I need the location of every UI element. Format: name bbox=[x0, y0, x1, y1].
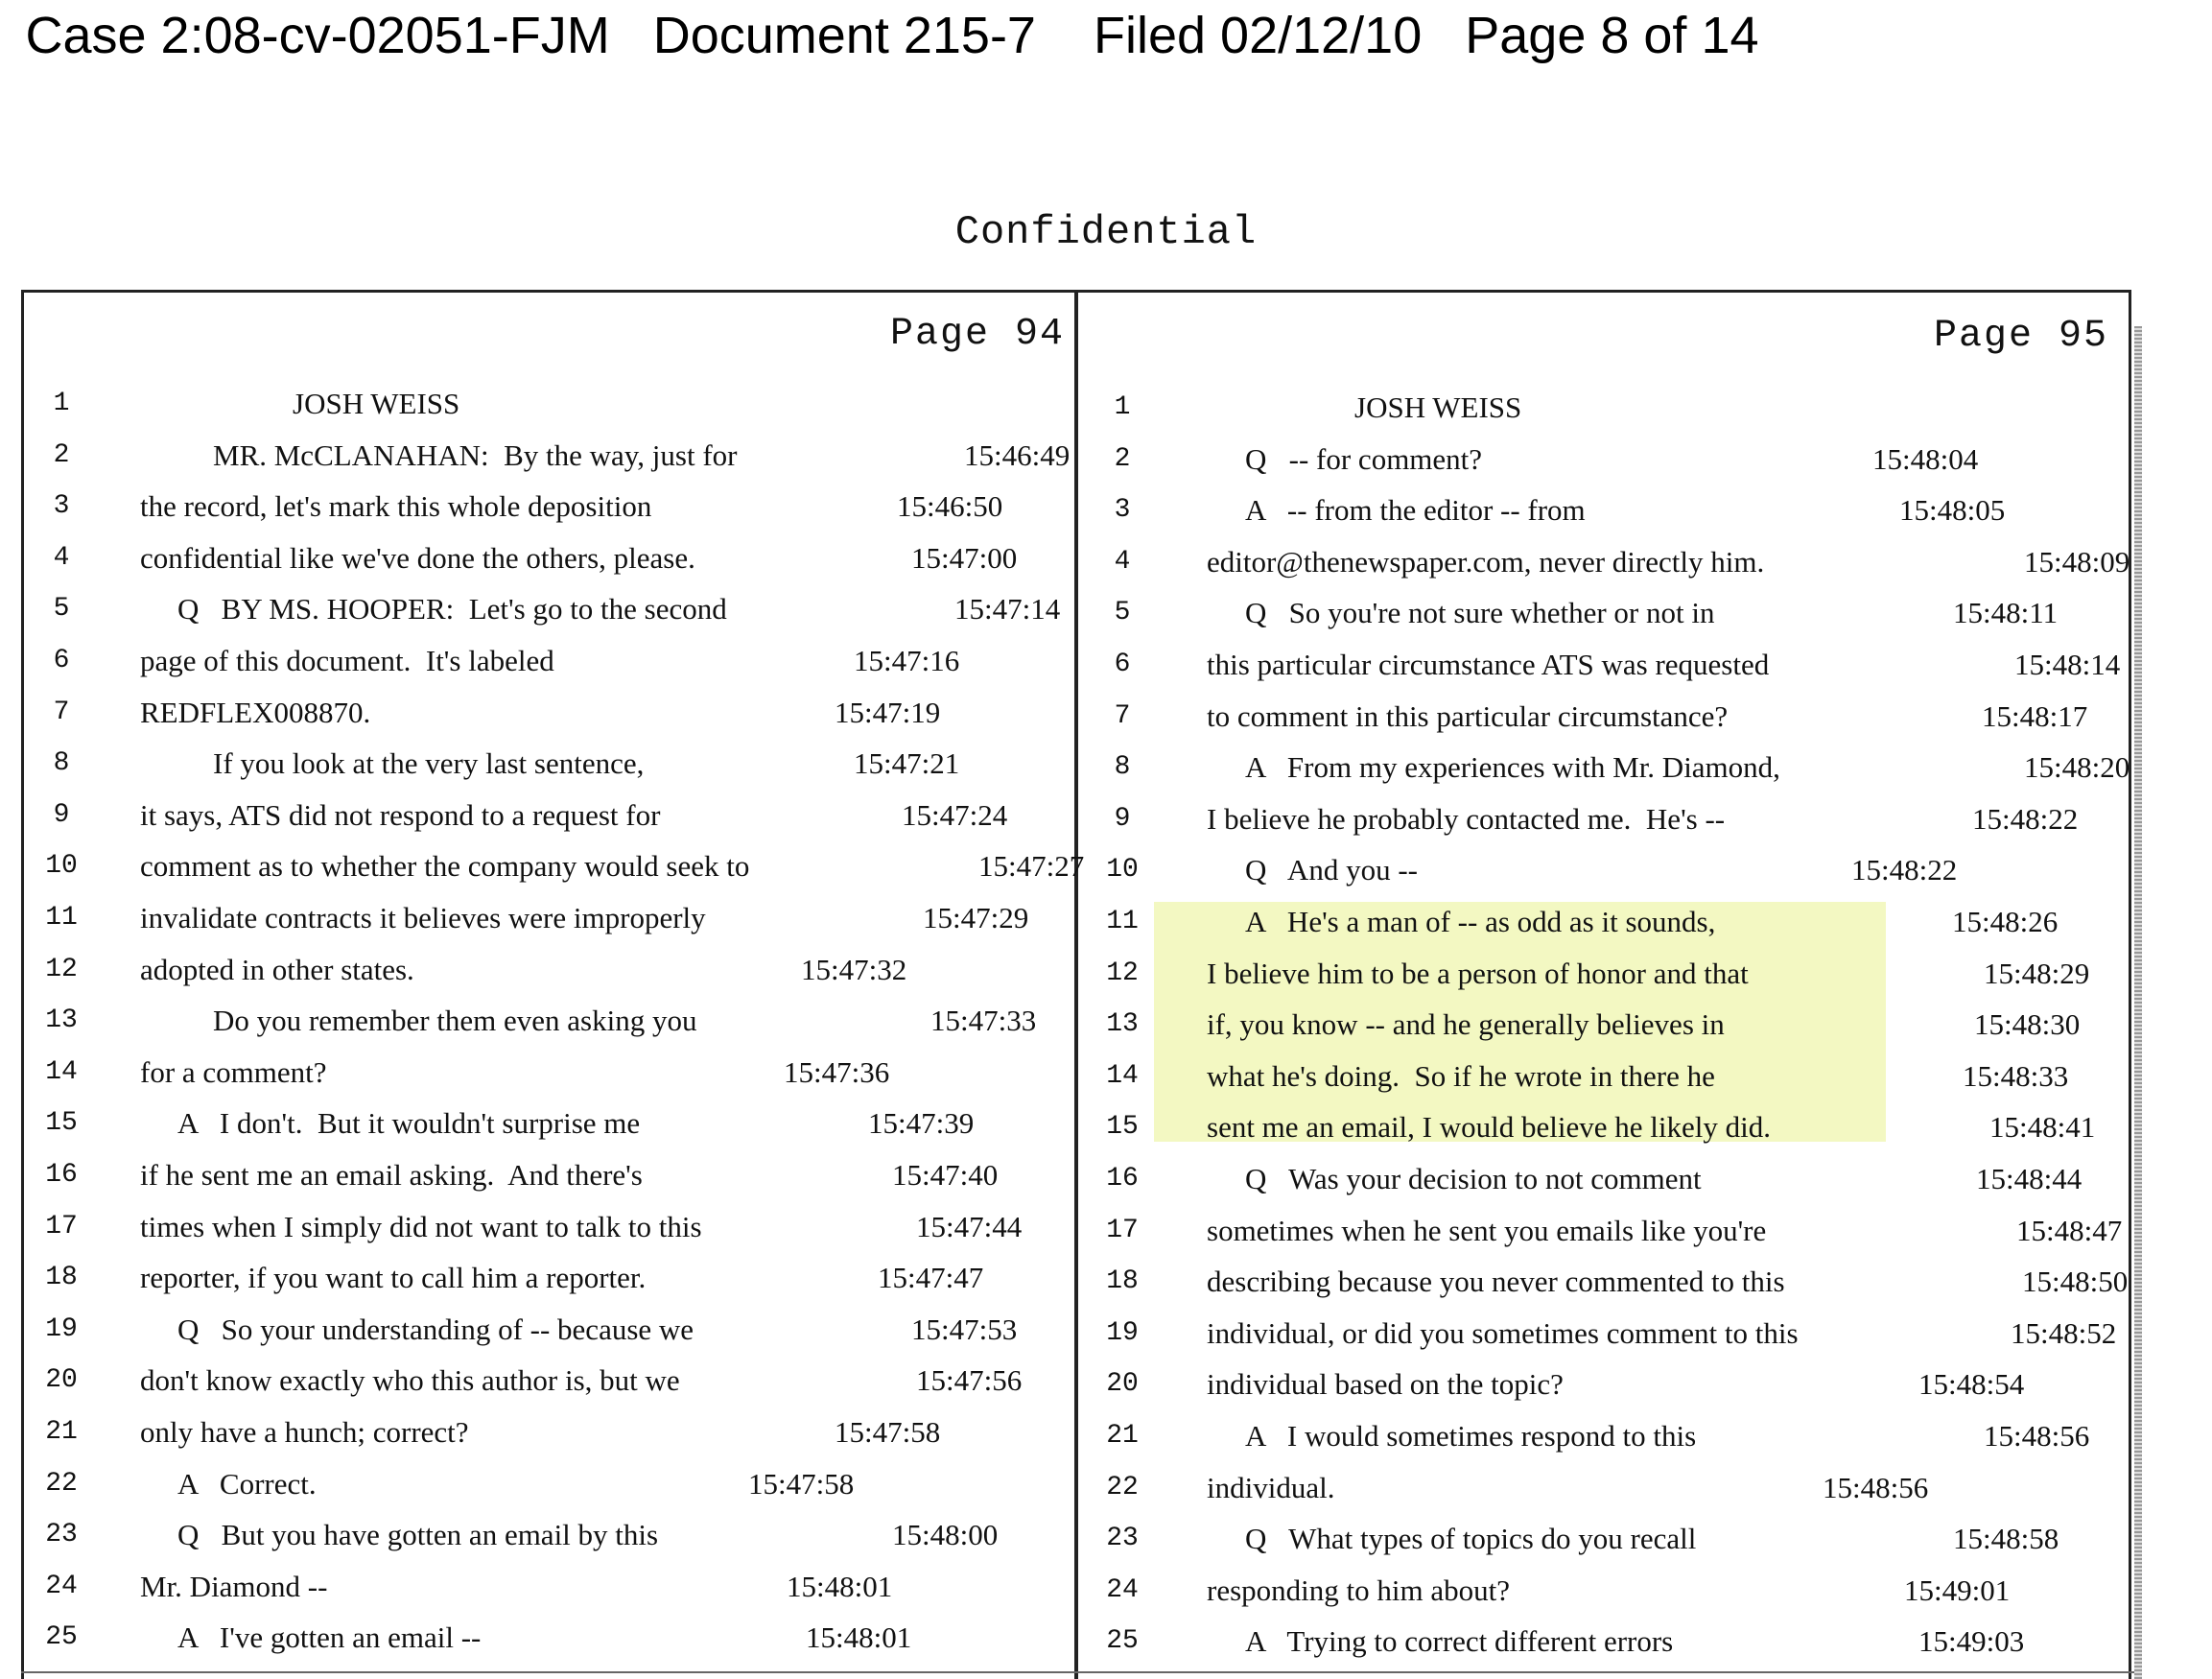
line-number: 6 bbox=[1114, 650, 1131, 679]
bottom-rule bbox=[21, 1671, 2134, 1673]
timestamp: 15:48:05 bbox=[1899, 493, 2006, 528]
timestamp: 15:47:27 bbox=[978, 849, 1085, 884]
filed-date: Filed 02/12/10 bbox=[1093, 7, 1423, 64]
line-number: 22 bbox=[45, 1468, 78, 1499]
timestamp: 15:48:17 bbox=[1982, 698, 2088, 733]
timestamp: 15:48:01 bbox=[787, 1569, 893, 1603]
line-number: 9 bbox=[1114, 803, 1131, 834]
line-text: A Trying to correct different errors bbox=[1245, 1624, 1674, 1659]
line-number: 21 bbox=[1106, 1421, 1139, 1451]
line-number: 13 bbox=[45, 1005, 78, 1036]
line-number: 10 bbox=[1106, 855, 1139, 886]
timestamp: 15:48:20 bbox=[2024, 750, 2130, 785]
timestamp: 15:48:54 bbox=[1918, 1367, 2025, 1402]
line-text: Q And you -- bbox=[1245, 853, 1418, 887]
line-number: 11 bbox=[45, 903, 78, 933]
timestamp: 15:47:58 bbox=[748, 1466, 855, 1501]
timestamp: 15:47:53 bbox=[911, 1312, 1018, 1346]
line-text: responding to him about? bbox=[1207, 1573, 1510, 1607]
line-text: I believe him to be a person of honor and that bbox=[1207, 956, 1749, 990]
line-text: reporter, if you want to call him a reporter. bbox=[140, 1261, 647, 1295]
line-text: to comment in this particular circumstance? bbox=[1207, 698, 1729, 733]
line-number: 14 bbox=[1106, 1060, 1139, 1091]
line-text: A I've gotten an email -- bbox=[177, 1620, 482, 1655]
line-number: 5 bbox=[1114, 598, 1131, 628]
timestamp: 15:46:50 bbox=[897, 489, 1003, 524]
timestamp: 15:48:33 bbox=[1963, 1058, 2069, 1093]
line-number: 1 bbox=[1114, 392, 1131, 422]
line-text: adopted in other states. bbox=[140, 952, 414, 986]
timestamp: 15:48:09 bbox=[2024, 544, 2130, 579]
line-number: 22 bbox=[1106, 1472, 1139, 1502]
line-text: times when I simply did not want to talk to this bbox=[140, 1209, 702, 1243]
line-text: confidential like we've done the others, please. bbox=[140, 540, 695, 575]
timestamp: 15:47:36 bbox=[784, 1054, 890, 1089]
line-number: 3 bbox=[1114, 495, 1131, 526]
line-text: comment as to whether the company would seek to bbox=[140, 849, 750, 884]
line-text: A He's a man of -- as odd as it sounds, bbox=[1245, 905, 1716, 938]
line-number: 12 bbox=[1106, 958, 1139, 988]
timestamp: 15:49:01 bbox=[1904, 1573, 2011, 1607]
case-header bbox=[0, 6, 1784, 65]
line-text: Q What types of topics do you recall bbox=[1245, 1522, 1697, 1556]
line-number: 10 bbox=[45, 851, 78, 882]
page-divider bbox=[1074, 292, 1078, 1679]
line-number: 15 bbox=[1106, 1112, 1139, 1143]
line-text: REDFLEX008870. bbox=[140, 695, 371, 729]
line-number: 12 bbox=[45, 954, 78, 984]
line-number: 1 bbox=[53, 389, 70, 418]
document-number: Document 215-7 bbox=[652, 7, 1036, 64]
line-text: Q So your understanding of -- because we bbox=[177, 1312, 694, 1346]
timestamp: 15:48:14 bbox=[2014, 648, 2121, 681]
line-text: the record, let's mark this whole deposition bbox=[140, 489, 652, 524]
line-text: Q But you have gotten an email by this bbox=[177, 1518, 659, 1552]
line-number: 17 bbox=[45, 1211, 78, 1242]
timestamp: 15:48:11 bbox=[1953, 596, 2059, 630]
line-number: 18 bbox=[1106, 1266, 1139, 1297]
timestamp: 15:47:24 bbox=[902, 797, 1008, 832]
timestamp: 15:46:49 bbox=[964, 437, 1071, 472]
timestamp: 15:48:04 bbox=[1872, 441, 1979, 476]
line-number: 19 bbox=[45, 1313, 78, 1344]
line-number: 16 bbox=[45, 1160, 78, 1190]
timestamp: 15:48:56 bbox=[1984, 1419, 2090, 1453]
timestamp: 15:48:01 bbox=[806, 1620, 912, 1655]
line-text: if he sent me an email asking. And there's bbox=[140, 1158, 643, 1192]
timestamp: 15:47:00 bbox=[911, 540, 1018, 575]
timestamp: 15:47:21 bbox=[854, 746, 960, 781]
timestamp: 15:48:22 bbox=[1851, 853, 1958, 887]
timestamp: 15:47:44 bbox=[916, 1209, 1023, 1243]
line-number: 25 bbox=[45, 1622, 78, 1653]
line-number: 6 bbox=[53, 646, 70, 675]
timestamp: 15:48:00 bbox=[892, 1518, 999, 1552]
line-number: 20 bbox=[1106, 1369, 1139, 1400]
line-text: Mr. Diamond -- bbox=[140, 1569, 328, 1603]
line-number: 20 bbox=[45, 1365, 78, 1396]
line-number: 11 bbox=[1106, 907, 1139, 936]
line-text: what he's doing. So if he wrote in there he bbox=[1207, 1058, 1715, 1093]
line-text: A From my experiences with Mr. Diamond, bbox=[1245, 750, 1780, 785]
line-number: 4 bbox=[1114, 546, 1131, 577]
timestamp: 15:48:50 bbox=[2022, 1265, 2129, 1299]
line-text: MR. McCLANAHAN: By the way, just for bbox=[213, 437, 738, 472]
line-text: Q -- for comment? bbox=[1245, 441, 1483, 476]
line-text: A Correct. bbox=[177, 1466, 317, 1501]
line-text: Q BY MS. HOOPER: Let's go to the second bbox=[177, 592, 727, 627]
line-text: this particular circumstance ATS was requested bbox=[1207, 648, 1770, 681]
timestamp: 15:48:41 bbox=[1989, 1110, 2096, 1145]
timestamp: 15:48:26 bbox=[1952, 905, 2059, 938]
line-number: 9 bbox=[53, 799, 70, 830]
line-text: page of this document. It's labeled bbox=[140, 644, 554, 677]
line-number: 7 bbox=[1114, 700, 1131, 731]
page-count: Page 8 of 14 bbox=[1465, 7, 1759, 64]
line-number: 25 bbox=[1106, 1626, 1139, 1657]
case-number: Case 2:08-cv-02051-FJM bbox=[25, 7, 610, 64]
line-number: 17 bbox=[1106, 1215, 1139, 1245]
timestamp: 15:47:56 bbox=[916, 1363, 1023, 1398]
line-text: only have a hunch; correct? bbox=[140, 1415, 469, 1449]
line-number: 24 bbox=[45, 1571, 78, 1601]
line-text: for a comment? bbox=[140, 1054, 327, 1089]
line-number: 8 bbox=[1114, 752, 1131, 783]
line-number: 5 bbox=[53, 594, 70, 625]
line-text: sometimes when he sent you emails like you're bbox=[1207, 1213, 1767, 1247]
line-number: 23 bbox=[45, 1520, 78, 1550]
line-number: 13 bbox=[1106, 1009, 1139, 1040]
line-number: 18 bbox=[45, 1263, 78, 1293]
confidential-label: Confidential bbox=[954, 209, 1258, 255]
line-number: 2 bbox=[53, 439, 70, 470]
line-text: JOSH WEISS bbox=[1354, 390, 1522, 424]
line-text: describing because you never commented to this bbox=[1207, 1265, 1785, 1299]
line-text: invalidate contracts it believes were improperly bbox=[140, 901, 706, 934]
line-number: 3 bbox=[53, 491, 70, 522]
line-text: individual, or did you sometimes comment to this bbox=[1207, 1315, 1799, 1350]
line-text: Q Was your decision to not comment bbox=[1245, 1162, 1702, 1195]
line-number: 24 bbox=[1106, 1574, 1139, 1605]
line-number: 23 bbox=[1106, 1524, 1139, 1554]
line-text: individual based on the topic? bbox=[1207, 1367, 1564, 1402]
timestamp: 15:48:47 bbox=[2016, 1213, 2123, 1247]
line-number: 15 bbox=[45, 1108, 78, 1139]
timestamp: 15:48:52 bbox=[2011, 1315, 2117, 1350]
scan-edge bbox=[2134, 326, 2142, 1679]
line-text: A I would sometimes respond to this bbox=[1245, 1419, 1697, 1453]
line-text: If you look at the very last sentence, bbox=[213, 746, 645, 781]
timestamp: 15:47:29 bbox=[923, 901, 1029, 934]
timestamp: 15:48:29 bbox=[1984, 956, 2090, 990]
timestamp: 15:47:14 bbox=[954, 592, 1061, 627]
line-text: individual. bbox=[1207, 1470, 1335, 1504]
page-95-label: Page 95 bbox=[1934, 315, 2109, 358]
line-number: 8 bbox=[53, 748, 70, 779]
line-text: it says, ATS did not respond to a request for bbox=[140, 797, 661, 832]
timestamp: 15:47:39 bbox=[868, 1106, 975, 1141]
line-text: A I don't. But it wouldn't surprise me bbox=[177, 1106, 641, 1141]
line-text: JOSH WEISS bbox=[293, 387, 460, 420]
timestamp: 15:48:44 bbox=[1976, 1162, 2083, 1195]
timestamp: 15:47:40 bbox=[892, 1158, 999, 1192]
line-text: sent me an email, I would believe he likely did. bbox=[1207, 1110, 1771, 1145]
timestamp: 15:48:30 bbox=[1974, 1007, 2081, 1042]
line-number: 2 bbox=[1114, 443, 1131, 474]
line-number: 16 bbox=[1106, 1164, 1139, 1194]
line-number: 7 bbox=[53, 697, 70, 727]
timestamp: 15:47:58 bbox=[835, 1415, 941, 1449]
timestamp: 15:47:16 bbox=[854, 644, 960, 677]
line-text: if, you know -- and he generally believes in bbox=[1207, 1007, 1725, 1042]
timestamp: 15:48:22 bbox=[1972, 801, 2079, 836]
timestamp: 15:48:56 bbox=[1823, 1470, 1929, 1504]
timestamp: 15:49:03 bbox=[1918, 1624, 2025, 1659]
timestamp: 15:47:19 bbox=[835, 695, 941, 729]
timestamp: 15:48:58 bbox=[1953, 1522, 2059, 1556]
line-text: Do you remember them even asking you bbox=[213, 1004, 697, 1038]
line-text: editor@thenewspaper.com, never directly him. bbox=[1207, 544, 1765, 579]
line-number: 4 bbox=[53, 542, 70, 573]
line-number: 14 bbox=[45, 1056, 78, 1087]
line-text: A -- from the editor -- from bbox=[1245, 493, 1586, 528]
line-text: Q So you're not sure whether or not in bbox=[1245, 596, 1715, 630]
line-text: don't know exactly who this author is, but we bbox=[140, 1363, 680, 1398]
page-94-label: Page 94 bbox=[890, 313, 1066, 356]
line-number: 19 bbox=[1106, 1317, 1139, 1348]
line-text: I believe he probably contacted me. He's -- bbox=[1207, 801, 1726, 836]
line-number: 21 bbox=[45, 1417, 78, 1447]
timestamp: 15:47:32 bbox=[801, 952, 907, 986]
timestamp: 15:47:47 bbox=[878, 1261, 984, 1295]
timestamp: 15:47:33 bbox=[930, 1004, 1037, 1038]
